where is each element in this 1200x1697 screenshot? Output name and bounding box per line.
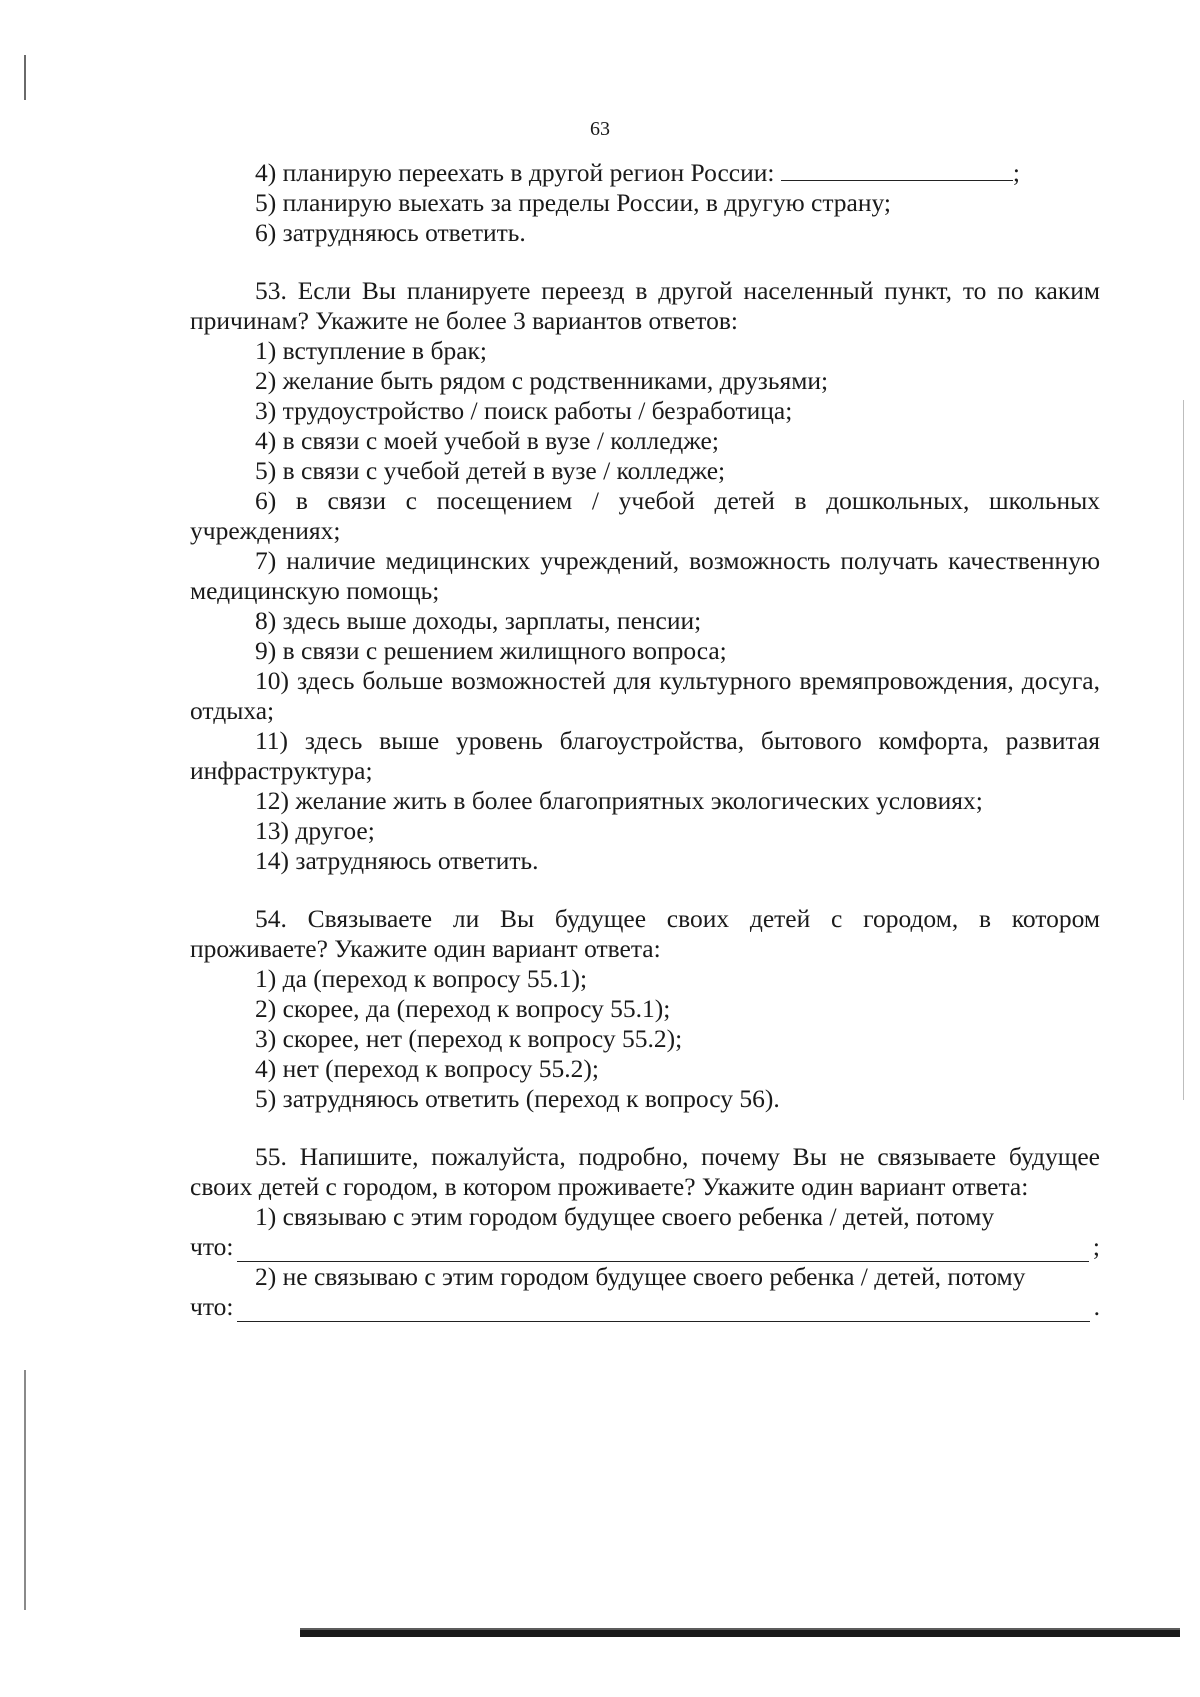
q53-option-2: 2) желание быть рядом с родственниками, друзьями; bbox=[255, 366, 829, 395]
question-54: 54. Связываете ли Вы будущее своих детей с городом, в котором проживаете? Укажите один вариант ответа: bbox=[190, 904, 1100, 963]
intro-item-4-suffix: ; bbox=[1012, 158, 1020, 187]
answer-line[interactable] bbox=[237, 1239, 1088, 1262]
q55-option-2-prefix: что: bbox=[190, 1292, 234, 1321]
page-number: 63 bbox=[590, 118, 610, 140]
q55-option-1: 1) связываю с этим городом будущее своего ребенка / детей, потому bbox=[255, 1202, 995, 1231]
intro-item-5: 5) планирую выехать за пределы России, в другую страну; bbox=[255, 188, 892, 217]
q53-option-14: 14) затрудняюсь ответить. bbox=[255, 846, 539, 875]
q53-option-5: 5) в связи с учебой детей в вузе / колледже; bbox=[255, 456, 726, 485]
q54-option-1: 1) да (переход к вопросу 55.1); bbox=[255, 964, 588, 993]
answer-blank[interactable] bbox=[781, 158, 1013, 181]
scan-edge-right bbox=[1183, 400, 1184, 1100]
answer-line[interactable] bbox=[237, 1299, 1089, 1322]
intro-item-6: 6) затрудняюсь ответить. bbox=[255, 218, 526, 247]
q53-option-10: 10) здесь больше возможностей для культурного времяпровождения, досуга, отдыха; bbox=[190, 666, 1100, 725]
q53-option-6: 6) в связи с посещением / учебой детей в дошкольных, школьных учреждениях; bbox=[190, 486, 1100, 545]
q53-option-7: 7) наличие медицинских учреждений, возможность получать качественную медицинскую помощь; bbox=[190, 546, 1100, 605]
q53-option-11: 11) здесь выше уровень благоустройства, бытового комфорта, развитая инфраструктура; bbox=[190, 726, 1100, 785]
document-body bbox=[190, 158, 1100, 1322]
q53-option-12: 12) желание жить в более благоприятных экологических условиях; bbox=[255, 786, 983, 815]
question-55: 55. Напишите, пожалуйста, подробно, почему Вы не связываете будущее своих детей с городом, в котором проживаете? Укажите один вариант ответа: bbox=[190, 1142, 1100, 1201]
scan-edge-top-left bbox=[24, 55, 26, 100]
q55-option-2-answer-row bbox=[190, 1292, 1100, 1322]
q54-option-3: 3) скорее, нет (переход к вопросу 55.2); bbox=[255, 1024, 683, 1053]
q55-option-1-answer-row bbox=[190, 1232, 1100, 1262]
intro-item-4 bbox=[190, 158, 1100, 188]
q53-option-9: 9) в связи с решением жилищного вопроса; bbox=[255, 636, 727, 665]
q55-option-1-prefix: что: bbox=[190, 1232, 234, 1261]
question-53: 53. Если Вы планируете переезд в другой населенный пункт, то по каким причинам? Укажите не более 3 вариантов ответов: bbox=[190, 276, 1100, 335]
q53-option-1: 1) вступление в брак; bbox=[255, 336, 487, 365]
q55-option-2: 2) не связываю с этим городом будущее своего ребенка / детей, потому bbox=[255, 1262, 1026, 1291]
q55-option-1-suffix: ; bbox=[1092, 1232, 1100, 1261]
q54-option-4: 4) нет (переход к вопросу 55.2); bbox=[255, 1054, 599, 1083]
q54-option-2: 2) скорее, да (переход к вопросу 55.1); bbox=[255, 994, 671, 1023]
intro-item-4-text: 4) планирую переехать в другой регион России: bbox=[255, 158, 775, 187]
q53-option-13: 13) другое; bbox=[255, 816, 375, 845]
page-bottom-rule bbox=[300, 1630, 1180, 1637]
q53-option-3: 3) трудоустройство / поиск работы / безработица; bbox=[255, 396, 793, 425]
q53-option-8: 8) здесь выше доходы, зарплаты, пенсии; bbox=[255, 606, 702, 635]
q54-option-5: 5) затрудняюсь ответить (переход к вопросу 56). bbox=[255, 1084, 780, 1113]
q53-option-4: 4) в связи с моей учебой в вузе / колледже; bbox=[255, 426, 719, 455]
q55-option-2-suffix: . bbox=[1093, 1292, 1100, 1321]
scan-edge-bottom-left bbox=[24, 1370, 26, 1610]
